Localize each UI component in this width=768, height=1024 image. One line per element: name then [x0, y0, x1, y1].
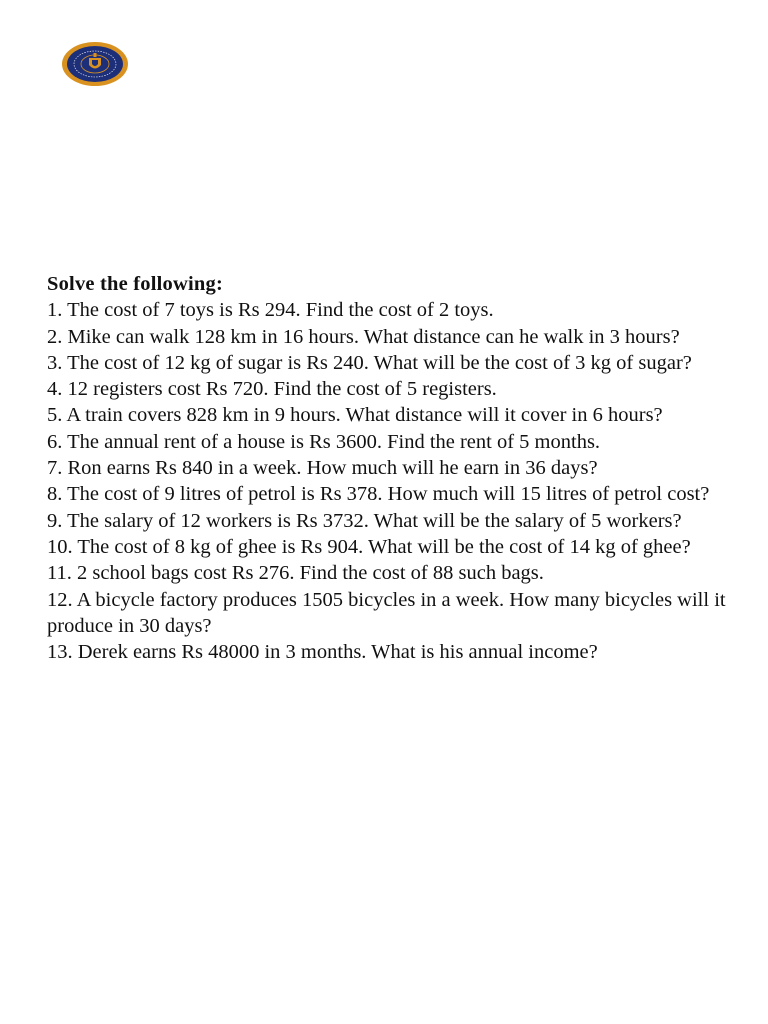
- question-item: 7. Ron earns Rs 840 in a week. How much will he earn in 36 days?: [47, 457, 598, 480]
- question-item: 10. The cost of 8 kg of ghee is Rs 904. What will be the cost of 14 kg of ghee?: [47, 535, 691, 558]
- school-crest-logo-icon: [61, 41, 129, 87]
- question-item: 5. A train covers 828 km in 9 hours. What distance will it cover in 6 hours?: [47, 404, 663, 427]
- question-item: 13. Derek earns Rs 48000 in 3 months. What is his annual income?: [47, 641, 598, 664]
- question-item: 11. 2 school bags cost Rs 276. Find the cost of 88 such bags.: [47, 562, 544, 585]
- question-item: 4. 12 registers cost Rs 720. Find the cost of 5 registers.: [47, 378, 497, 401]
- question-item: 8. The cost of 9 litres of petrol is Rs 378. How much will 15 litres of petrol cost?: [47, 483, 710, 506]
- question-item: 9. The salary of 12 workers is Rs 3732. What will be the salary of 5 workers?: [47, 509, 682, 532]
- question-item: 12. A bicycle factory produces 1505 bicycles in a week. How many bicycles will it produce in 30 days?: [47, 588, 726, 637]
- question-item: 6. The annual rent of a house is Rs 3600. Find the rent of 5 months.: [47, 430, 601, 453]
- question-item: 3. The cost of 12 kg of sugar is Rs 240. What will be the cost of 3 kg of sugar?: [47, 351, 692, 374]
- question-item: 2. Mike can walk 128 km in 16 hours. What distance can he walk in 3 hours?: [47, 325, 680, 348]
- worksheet-content: [47, 271, 737, 665]
- question-item: 1. The cost of 7 toys is Rs 294. Find the cost of 2 toys.: [47, 299, 494, 322]
- worksheet-heading: Solve the following:: [47, 273, 223, 295]
